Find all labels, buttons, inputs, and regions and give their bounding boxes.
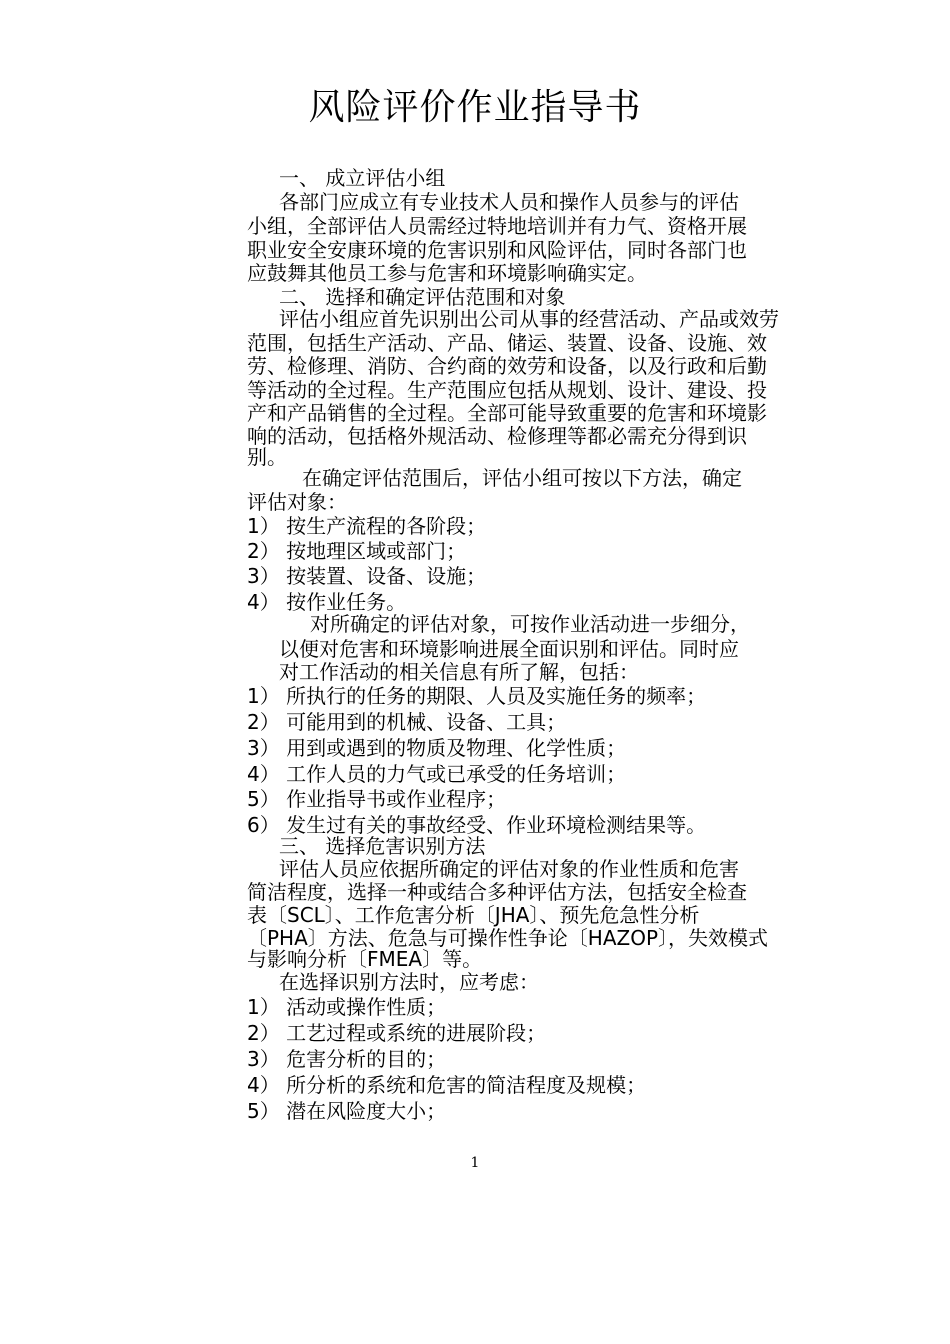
paragraph-line: 以便对危害和环境影响进展全面识别和评估。同时应 xyxy=(279,637,739,661)
section-heading-1: 一、 成立评估小组 xyxy=(279,166,446,190)
paragraph-line: 简洁程度，选择一种或结合多种评估方法，包括安全检查 xyxy=(247,880,747,904)
paragraph-line: 对工作活动的相关信息有所了解，包括： xyxy=(279,660,639,684)
section-heading-2: 二、 选择和确定评估范围和对象 xyxy=(279,285,566,309)
paragraph-line: 评估对象： xyxy=(247,490,347,514)
list-item: 4） 所分析的系统和危害的简洁程度及规模； xyxy=(247,1073,647,1097)
list-item: 2） 可能用到的机械、设备、工具； xyxy=(247,710,567,734)
paragraph-line: 评估小组应首先识别出公司从事的经营活动、产品或效劳 xyxy=(279,307,779,331)
list-item: 6） 发生过有关的事故经受、作业环境检测结果等。 xyxy=(247,813,707,837)
paragraph-line: 响的活动，包括格外规活动、检修理等都必需充分得到识 xyxy=(247,424,747,448)
list-item: 4） 工作人员的力气或已承受的任务培训； xyxy=(247,762,627,786)
paragraph-line: 〔PHA〕方法、危急与可操作性争论〔HAZOP〕，失效模式 xyxy=(247,926,769,950)
list-item: 2） 按地理区域或部门； xyxy=(247,539,467,563)
list-item: 3） 用到或遇到的物质及物理、化学性质； xyxy=(247,736,627,760)
paragraph-line: 各部门应成立有专业技术人员和操作人员参与的评估 xyxy=(279,190,739,214)
paragraph-line: 表〔SCL〕、工作危害分析〔JHA〕、预先危急性分析 xyxy=(247,903,700,927)
list-item: 2） 工艺过程或系统的进展阶段； xyxy=(247,1021,547,1045)
paragraph-line: 产和产品销售的全过程。全部可能导致重要的危害和环境影 xyxy=(247,401,767,425)
paragraph-line: 别。 xyxy=(247,445,287,469)
paragraph-line: 在选择识别方法时，应考虑： xyxy=(279,970,539,994)
list-item: 1） 按生产流程的各阶段； xyxy=(247,514,487,538)
paragraph-line: 应鼓舞其他员工参与危害和环境影响确实定。 xyxy=(247,261,647,285)
paragraph-line: 劳、检修理、消防、合约商的效劳和设备，以及行政和后勤 xyxy=(247,354,767,378)
paragraph-line: 评估人员应依据所确定的评估对象的作业性质和危害 xyxy=(279,857,739,881)
page-number: 1 xyxy=(470,1155,480,1171)
list-item: 1） 活动或操作性质； xyxy=(247,995,447,1019)
paragraph-line: 在确定评估范围后，评估小组可按以下方法，确定 xyxy=(302,466,742,490)
paragraph-line: 小组，全部评估人员需经过特地培训并有力气、资格开展 xyxy=(247,214,747,238)
list-item: 5） 潜在风险度大小； xyxy=(247,1099,447,1123)
paragraph-line: 范围，包括生产活动、产品、储运、装置、设备、设施、效 xyxy=(247,331,767,355)
list-item: 3） 按装置、设备、设施； xyxy=(247,564,487,588)
list-item: 1） 所执行的任务的期限、人员及实施任务的频率； xyxy=(247,684,707,708)
paragraph-line: 与影响分析〔FMEA〕等。 xyxy=(247,947,483,971)
paragraph-line: 职业安全安康环境的危害识别和风险评估，同时各部门也 xyxy=(247,238,747,262)
document-title: 风险评价作业指导书 xyxy=(308,87,642,128)
list-item: 4） 按作业任务。 xyxy=(247,590,407,614)
paragraph-line: 对所确定的评估对象，可按作业活动进一步细分， xyxy=(310,612,750,636)
section-heading-3: 三、 选择危害识别方法 xyxy=(279,834,486,858)
list-item: 5） 作业指导书或作业程序； xyxy=(247,787,507,811)
list-item: 3） 危害分析的目的； xyxy=(247,1047,447,1071)
paragraph-line: 等活动的全过程。生产范围应包括从规划、设计、建设、投 xyxy=(247,378,767,402)
